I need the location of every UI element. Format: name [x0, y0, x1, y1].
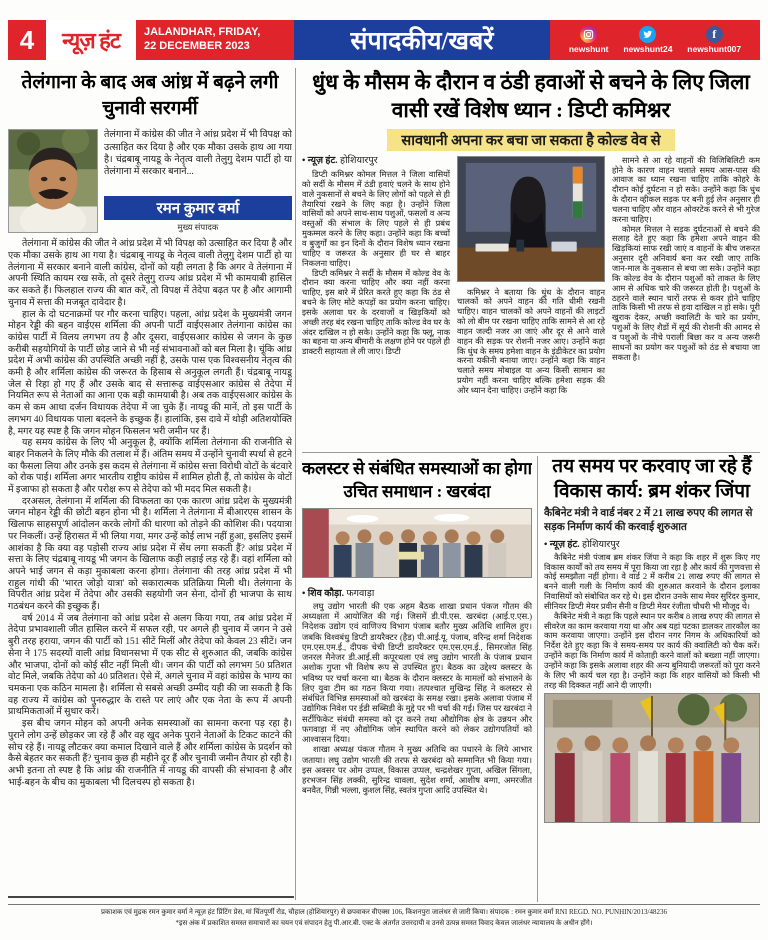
editorial-headline: तेलंगाना के बाद अब आंध्र में बढ़ने लगी चुनावी सरगर्मी — [21, 72, 279, 119]
body-paragraph: शाखा अध्यक्ष पंकज गौतम ने मुख्य अतिथि का पधारने के लिये आभार जताया। लघु उद्योग भारती की तरफ से खरबंदा को सम्मानित भी किया गया। इस अवसर पर ओम उप्पल, विकास उप्पल, चन्द्रशेखर गुप्ता, अखिल सिंगला, हरभजन सिंह लक्की, सुरिन्द्र चावला, सुदेश शर्मा, आशीष बग्गा, अमरजीत बनवैत, गिन्नी भल्ला, कुशल सिंह, स्वतंत्र गुप्ता आदि उपस्थित थे। — [302, 745, 532, 796]
body-paragraph: कमिश्नर ने बताया कि धुंध के दौरान वाहन चालकों को अपने वाहन की गति धीमी रखनी चाहिए। वाहन चालकों को अपने वाहनों की लाइटों को लो बीम पर रखना चाहिए ताकि सामने से आ रहे वाहन जल्दी नजर आ जाएं और दूर से आने वाले वाहन की सड़क पर रोशनी नजर आए। उन्होंने कहा कि धुंध के समय हमेशा वाहन के इंडीकेटर का प्रयोग करना यकीनी बनाया जाए। उन्होंने कहा कि वाहन चलाते समय मोबाइल या अन्य किसी सामान का प्रयोग नहीं करना चाहिए बल्कि हमेशा सड़क की ओर ध्यान देना चाहिए। उन्होंने कहा कि — [457, 287, 605, 395]
coldwave-col-left — [302, 156, 450, 396]
section-title: संपादकीय/खबरें — [294, 20, 550, 60]
newspaper-logo: न्यूज़ हंट — [46, 20, 136, 60]
coldwave-headline: धुंध के मौसम के दौरान व ठंडी हवाओं से बचने के लिए जिला वासी रखें विशेष ध्यान : डिप्टी कमिश्नर — [312, 70, 750, 123]
body-paragraph: लघु उद्योग भारती की एक अहम बैठक शाखा प्रधान पंकज गौतम की अध्यक्षता में आयोजित की गई। जिसमें डी.पी.एस. खरबंदा (आई.ए.एस.) निदेशक उद्योग एवं वाणिज्य विभाग पंजाब बतौर मुख्य अतिथि शामिल हुए। जबकि विश्वबंधु डिप्टी डायरैक्टर (हैड) पी.आई.यू. पंजाब, वरिन्द्र शर्मा निदेशक एम.एस.एम.ई., दीपक चेची डिप्टी डायरैक्टर एम.एस.एम.ई., सिमरजोत सिंह जनरल मैनेजर डी.आई.सी कपूरथला एवं लघु उद्योग भारती के पंजाब प्रधान अशोक गुप्ता भी विशेष रूप से उपस्थित हुए। बैठक का उद्देश्य क्लस्टर के भविष्य पर चर्चा करना था। बैठक के दौरान क्लस्टर के मामलों को संभालने के लिए युवा टीम का गठन किया गया। तत्पश्चात मुखिन्द्र सिंह ने कलस्टर से संबंधित विभिन्न समस्याओं को खरबंदा के समक्ष रखा। इसके अलावा पंजाब में उद्योगिक निवेश पर ईडी सब्सिडी के मुद्दे पर भी चर्चा की गई। जिस पर खरबंदा ने सर्टीफिकेट संबंधी समस्या को दूर करने तथा औद्योगिक क्षेत्र के उन्नयन और फगवाड़ा में नए औद्योगिक जोन स्थापित करने को लेकर उद्योगपतियों को आश्वासन दिया। — [302, 601, 532, 745]
body-paragraph: वर्ष 2014 में जब तेलंगाना को आंध्र प्रदेश से अलग किया गया, तब आंध्र प्रदेश में तेदेपा प्रभावशाली जीत हासिल करने में सफल रही, पर अगले ही चुनाव में जगन ने उसे बुरी तरह हराया, जगन की पार्टी को 151 सीटें मिलीं और तेदेपा को केवल 23 सीटें। जन सेना ने 175 सदस्यों वाली आंध्र विधानसभा में एक सीट से शुरुआत की, जबकि कांग्रेस और भाजपा, दोनों को कोई सीट नहीं मिली थी। जगन की पार्टी को लगभग 50 प्रतिशत वोट मिले, जबकि तेदेपा को 40 प्रतिशत। ऐसे में, अगले चुनाव में वहां कांग्रेस के भाग्य का चमकना एक कठिन मामला है। शर्मिला से सबसे अच्छी उम्मीद यही की जा सकती है कि वह राज्य में कांग्रेस को पुनरुद्धार के रास्ते पर लाएं और एक नेता के रूप में अपनी प्राथमिकताओं में सुधार करें। — [8, 613, 292, 718]
author-name: रमन कुमार वर्मा — [104, 196, 292, 220]
social-instagram — [569, 26, 609, 54]
editorial-body — [8, 239, 292, 789]
body-paragraph: सामने से आ रहे वाहनों की विजिबिलिटी कम होने के कारण वाहन चलाते समय आस-पास की आवाज का ध्यान रखना चाहिए ताकि कोहरे के दौरान कोई दुर्घटना न हो सके। उन्होंने कहा कि धुंध के दौरान व्हीकल सड़क पर बनी हुई लेन अनुसार ही चलना चाहिए और वाहन ओवरटेक करने से भी गुरेज करना चाहिए। — [612, 155, 760, 224]
social-twitter — [623, 26, 672, 54]
imprint-footer — [8, 907, 760, 928]
twitter-handle: newshunt24 — [623, 44, 673, 54]
coldwave-article — [302, 68, 760, 450]
dateline — [136, 20, 294, 60]
author-right — [104, 129, 292, 233]
page-number: 4 — [8, 20, 46, 60]
byline-location: होशियारपुर — [340, 155, 378, 166]
editorial-article — [8, 68, 292, 896]
social-bar — [550, 20, 760, 60]
development-article — [544, 455, 760, 903]
byline-location: होशियारपुर — [582, 539, 620, 550]
dateline-line2: 22 DECEMBER 2023 — [144, 40, 250, 52]
deputy-commissioner-photo — [457, 156, 605, 282]
byline-source: • शिव कौड़ा. — [302, 588, 344, 599]
cluster-body — [302, 602, 532, 797]
development-body — [544, 553, 760, 691]
footer-rule — [8, 904, 760, 905]
body-paragraph: हाल के दो घटनाक्रमों पर गौर करना चाहिए। पहला, आंध्र प्रदेश के मुख्यमंत्री जगन मोहन रेड्डी की बहन वाईएस शर्मिला की अपनी पार्टी वाईएसआर तेलंगाना कांग्रेस का कांग्रेस पार्टी में विलय लगभग तय है और दूसरा, वाईएसआर कांग्रेस से जगन के कुछ करीबी सहयोगियों के पार्टी छोड़ जाने से भी नई संभावनाओं को बल मिला है। चूंकि आंध्र प्रदेश में अभी कांग्रेस की उपस्थिति अच्छी नहीं है, उसके पास एक विश्वसनीय नेतृत्व की कमी है और शर्मिला कांग्रेस की जरूरत के हिसाब से अनुकूल लगती हैं। चंद्रबाबू नायडू जेल से रिहा हो गए हैं और उसके बाद से सत्तारूढ़ वाईएसआर कांग्रेस से तेदेपा में नियमित रूप से नेताओं का आना एक बड़ी कामयाबी है। अब तक वाईएसआर कांग्रेस के कम से कम आधा दर्जन विधायक तेदेपा में जा चुके हैं। नायडू की मानें, तो इस पार्टी के लगभग 40 विधायक पाला बदलने के इच्छुक हैं। हालांकि, इस दावे में थोड़ी अतिशयोक्ति है, मगर यह स्पष्ट है कि जगन मोहन फिसलन भरी जमीन पर हैं। — [8, 309, 292, 437]
body-paragraph: डिप्टी कमिश्नर ने सर्दी के मौसम में कोल्ड वेव के दौरान क्या करना चाहिए और क्या नहीं करना चाहिए, इस बारे में प्रेरित करते हुए कहा कि ठंड से बचने के लिए मोटे कपड़ों का प्रयोग करना चाहिए। इसके अलावा घर के दरवाजों व खिड़कियों को अच्छी तरह बंद रखना चाहिए ताकि कोल्ड वेव घर के अंदर दाखिल न हो सके। उन्होंने कहा कि फ्लू, नाक का बहना या अन्य बीमारी के लक्षण होने पर पहले ही डाक्टरी सहायता ले ली जाए। डिप्टी — [302, 268, 450, 357]
coldwave-columns — [302, 156, 760, 396]
development-byline — [544, 537, 760, 550]
coldwave-col-middle — [457, 156, 605, 396]
cluster-meeting-photo — [302, 508, 532, 578]
cluster-headline: कलस्टर से संबंधित समस्याओं का होगा उचित समाधान : खरबंदा — [302, 459, 532, 501]
byline-source: • न्यूज़ हंट. — [544, 539, 580, 550]
editorial-end-rule — [8, 896, 294, 898]
facebook-handle: newshunt007 — [687, 44, 742, 54]
facebook-icon: f — [706, 26, 723, 43]
development-headline: तय समय पर करवाए जा रहे हैं विकास कार्य: ब्रम शंकर जिंपा — [552, 456, 752, 502]
coldwave-subtitle: सावधानी अपना कर बचा जा सकता है कोल्ड वेव से — [387, 129, 674, 151]
cluster-byline — [302, 586, 532, 599]
column-divider — [537, 456, 538, 902]
editor-photo — [8, 129, 98, 233]
byline-source: • न्यूज़ हंट. — [302, 155, 338, 166]
body-paragraph: तेलंगाना में कांग्रेस की जीत ने आंध्र प्रदेश में भी विपक्ष को उत्साहित कर दिया है और एक मौका उसके हाथ आ गया है। चंद्रबाबू नायडू के नेतृत्व वाली तेलुगु देशम पार्टी हो या तेलंगाना में सरकार बनाने वाली कांग्रेस, दोनों को यही लगता है कि अगर वे तेलंगाना में अपनी स्थिति कायम रख सकें, तो दूसरे तेलुगु राज्य आंध्र प्रदेश में भी कामयाबी हासिल कर सकते हैं। फिलहाल राज्य की बात करें, तो विपक्ष में तेदेपा बढ़त पर है और आगामी चुनाव में सत्ता की मजबूत दावेदार है। — [8, 239, 292, 308]
coldwave-subtitle-wrap — [302, 129, 760, 151]
twitter-icon — [639, 26, 656, 43]
byline-location: फगवाड़ा — [346, 588, 375, 599]
development-subhead: कैबिनेट मंत्री ने वार्ड नंबर 2 में 21 लाख रुपए की लागत से सड़क निर्माण कार्य की करवाई शुरुआत — [544, 508, 753, 534]
coldwave-col-right — [612, 156, 760, 396]
cluster-article — [302, 458, 532, 902]
author-title: मुख्य संपादक — [177, 222, 219, 233]
instagram-handle: newshunt — [568, 44, 609, 54]
editorial-intro: तेलंगाना में कांग्रेस की जीत ने आंध्र प्रदेश में भी विपक्ष को उत्साहित कर दिया है और एक मौका उसके हाथ आ गया है। चंद्रबाबू नायडू के नेतृत्व वाली तेलुगु देशम पार्टी हो या तेलंगाना में सरकार बनाने... — [104, 130, 292, 178]
section-divider — [302, 452, 760, 453]
inauguration-photo — [544, 693, 760, 823]
imprint-line2: *इस अंक में प्रकाशित समस्त समाचारों का चयन एवं संपादन हेतु पी.आर.बी. एक्ट के अंतर्गत उत्तरदायी व उनसे उत्पन्न समस्त विवाद केवल जालंधर न्यायालय के अधीन होंगे। — [175, 918, 593, 927]
body-paragraph: यह समय कांग्रेस के लिए भी अनुकूल है, क्योंकि शर्मिला तेलंगाना की राजनीति से बाहर निकलने के लिए मौके की तलाश में हैं। अंतिम समय में उन्होंने चुनावी स्पर्धा से हटने का फैसला लिया और उनके इस कदम से तेलंगाना में कांग्रेस सत्ता विरोधी वोटों के बंटवारे को रोक पाई। शर्मिला अगर भारतीय राष्ट्रीय कांग्रेस में शामिल होती हैं, तो कांग्रेस के वोटों में इजाफा हो सकता है और परोक्ष रूप से तेदेपा को भी मदद मिल सकती है। — [8, 438, 292, 496]
body-paragraph: कोमल मित्तल ने सड़क दुर्घटनाओं से बचने की सलाह देते हुए कहा कि हमेशा अपने वाहन की खिड़कियां साफ रखी जाएं व वाहनों के बीच जरूरत अनुसार दूरी अनिवार्य बना कर रखी जाए ताकि जान-माल के नुकसान से बचा जा सके। उन्होंने कहा कि कोल्ड वेव के दौरान पशुओं को ताकत के लिए आम से अधिक चारे की जरूरत होती है। पशुओं के ठहरने वाले स्थान चारों तरफ से कवर होने चाहिए ताकि किसी भी तरफ से हवा दाखिल न हो सके। पूरी खुराक देकर, अच्छी क्वालिटी के चारे का प्रयोग, पशुओं के लिए शैडों में सूर्य की रोशनी की आमद से व पशुओं के नीचे पराली बिछा कर व अन्य जरूरी साधनों का प्रयोग कर पशुओं को ठंड से बचाया जा सकता है। — [612, 224, 760, 362]
author-block — [8, 129, 292, 233]
dateline-line1: JALANDHAR, FRIDAY, — [144, 26, 261, 39]
body-paragraph: कैबिनेट मंत्री पंजाब ब्रम शंकर जिंपा ने कहा कि शहर में शुरू किए गए विकास कार्यों को तय समय में पूरा किया जा रहा है और कार्य की गुणवत्ता से कोई समझौता नहीं होगा। वे वार्ड 2 में करीब 21 लाख रुपए की लागत से बनने वाली गली के निर्माण कार्य की शुरुआत करवाने के दौरान इलाका निवासियों को संबोधित कर रहे थे। इस दौरान उनके साथ मेयर सुरिंदर कुमार, सीनियर डिप्टी मेयर प्रवीन सैनी व डिप्टी मेयर रंजीता चौधरी भी मौजूद थे। — [544, 552, 760, 611]
masthead — [8, 20, 760, 60]
imprint-line1: प्रकाशक एवं मुद्रक रमन कुमार वर्मा ने न्यूज़ हंट प्रिंटिंग प्रेस, मां चिंतपूर्णी रोड, चौहाल (होशियारपुर) से छपवाकर वीएक्स 106, किशनपुरा जालंधर से जारी किया। संपादक : रमन कुमार वर्मा RNI REGD. NO. PUNHIN/2013/48236 — [101, 908, 667, 916]
body-paragraph: डिप्टी कमिश्नर कोमल मित्तल ने जिला वासियों को सर्दी के मौसम में ठंडी हवाएं चलने के साथ होने वाले नुकसानों से बचने के लिए लोगों को पहले से ही तैयारियां रखने के लिए कहा है। उन्होंने जिला वासियों को अपने साथ-साथ पशुओं, फसलों व अन्य वस्तुओं की संभाल के लिए पहले से ही प्रबंध मुकम्मल करने के लिए कहा। उन्होंने कहा कि बच्चों व बुजुर्गों का इन दिनों के दौरान विशेष ध्यान रखना चाहिए व जरूरत के अनुसार ही घर से बाहर निकलना चाहिए। — [302, 170, 450, 268]
coldwave-byline — [302, 156, 450, 167]
social-facebook — [687, 26, 741, 54]
body-paragraph: दरअसल, तेलंगाना में शर्मिला की विफलता का एक कारण आंध्र प्रदेश के मुख्यमंत्री जगन मोहन रेड्डी की छोटी बहन होना भी है। शर्मिला ने तेलंगाना में बीआरएस शासन के खिलाफ साहसपूर्ण आंदोलन करके लोगों की धारणा को तोड़ने की कोशिश की। पदयात्रा पर निकलीं। उन्हें हिरासत में भी लिया गया, मगर उन्हें कोई लाभ नहीं हुआ, इसलिए इसमें आशंका है कि क्या वह पड़ोसी राज्य आंध्र प्रदेश में सेंध लगा सकती हैं? आंध्र प्रदेश में सत्ता के लिए चंद्रबाबू नायडू भी जगन के खिलाफ कड़ी लड़ाई लड़ रहे हैं। वहां शर्मिला को अपने भाई जगन से कड़ा मुकाबला करना होगा। तेलंगाना की तरह आंध्र प्रदेश में भी राहुल गांधी की 'भारत जोड़ो यात्रा' को सकारात्मक प्रतिक्रिया मिली थी। तेलंगाना के विपरीत आंध्र प्रदेश में तेदेपा और उसकी सहयोगी जन सेना, दोनों ही भाजपा के साथ गठबंधन करने की इच्छुक हैं। — [8, 496, 292, 613]
body-paragraph: कैबिनेट मंत्री ने कहा कि पहले स्थान पर करीब 8 लाख रुपए की लागत से सीवरेज का काम करवाया गया था और अब यहां पटका डालकर तारकौल का काम करवाया जाएगा। उन्होंने इस दौरान नगर निगम के अधिकारियों को निर्देश देते हुए कहा कि वे समय-समय पर कार्य की क्वालिटी को चैक करें। उन्होंने कहा कि निर्माण कार्य में कोताही करने वालों को बख्शा नहीं जाएगा। उन्होंने कहा कि इसके अलावा शहर की अन्य बुनियादी जरूरतों को पूरा करने के लिए भी कार्य चल रहा है। उन्होंने कहा कि शहर वासियों को किसी भी तरह की दिक्कत नहीं आने दी जाएगी। — [544, 611, 760, 690]
body-paragraph: इस बीच जगन मोहन को अपनी अनेक समस्याओं का सामना करना पड़ रहा है। पुराने लोग उन्हें छोड़कर जा रहे हैं और वह खुद अनेक पुराने नेताओं के टिकट काटने की सोच रहे हैं। नायडू लौटकर क्या कमाल दिखाने वाले हैं और शर्मिला कांग्रेस के प्रदर्शन को कैसे बेहतर कर सकती हैं? चुनाव कुछ ही महीने दूर हैं और चुनावी जमीन तैयार हो रही है। अभी इतना तो स्पष्ट है कि आंध्र की राजनीति में नायडू की वापसी की संभावना है और भाई-बहन के बीच का मुकाबला भी दिलचस्प हो सकता है। — [8, 719, 292, 788]
instagram-icon — [580, 26, 597, 43]
column-divider — [295, 68, 296, 900]
